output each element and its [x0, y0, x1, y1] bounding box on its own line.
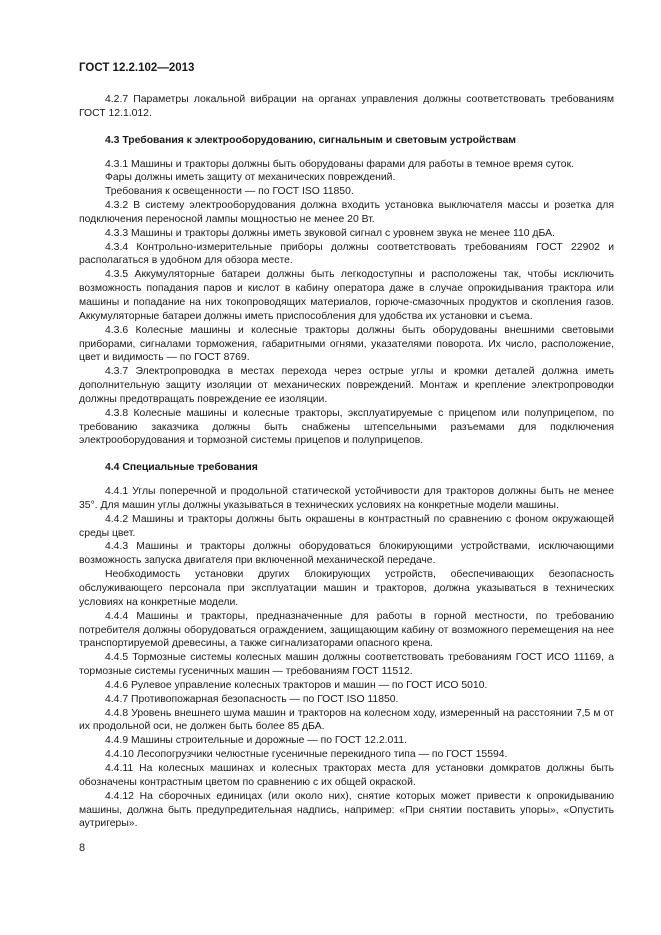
section-heading: 4.4 Специальные требования — [105, 462, 258, 474]
paragraph: 4.4.12 На сборочных единицах (или около них), снятие которых может привести к опрокидыванию машины, должна быть предупредительная надпись, например: «При снятии поставить упоры», «Опустить аутригеры». — [79, 790, 614, 830]
page-number: 8 — [79, 842, 86, 854]
paragraph: 4.4.1 Углы поперечной и продольной статической устойчивости для тракторов должны быть не менее 35°. Для машин углы должны указываться в технических условиях на конкретные модели машины. — [79, 486, 614, 511]
paragraph: 4.4.5 Тормозные системы колесных машин должны соответствовать требованиям ГОСТ ИСО 11169, а тормозные системы гусеничных машин — требованиям ГОСТ 11512. — [79, 652, 614, 678]
paragraph: Необходимость установки других блокирующих устройств, обеспечивающих безопасность обслуживающего персонала при эксплуатации машин и тракторов, должна указываться в технических условиях на конкретные модели. — [79, 569, 614, 608]
paragraph: 4.3.6 Колесные машины и колесные тракторы должны быть оборудованы внешними световыми приборами, сигналами торможения, габаритными огнями, указателями поворота. Их число, расположение, цвет и видимость — по ГОСТ 8769. — [79, 324, 614, 364]
paragraph: 4.4.9 Машины строительные и дорожные — по ГОСТ 12.2.011. — [105, 735, 407, 747]
document-body — [79, 93, 614, 831]
paragraph: 4.4.4 Машины и тракторы, предназначенные для работы в горной местности, по требованию потребителя должны оборудоваться ограждением, защищающим кабину от возможного перемещения на нее транспортируемой древесины, а также сигнализаторами опасного крена. — [79, 610, 614, 650]
paragraph: 4.2.7 Параметры локальной вибрации на органах управления должны соответствовать требованиям ГОСТ 12.1.012. — [79, 94, 614, 119]
paragraph: Фары должны иметь защиту от механических повреждений. — [105, 172, 396, 184]
paragraph: 4.4.3 Машины и тракторы должны оборудоваться блокирующими устройствами, исключающими возможность запуска двигателя при включенной механической передаче. — [79, 541, 614, 567]
paragraph: 4.4.10 Лесопогрузчики челюстные гусеничные перекидного типа — по ГОСТ 15594. — [105, 749, 508, 761]
paragraph: 4.4.8 Уровень внешнего шума машин и тракторов на колесном ходу, измеренный на расстоянии 7,5 м от их продольной оси, не должен быть более 85 дБА. — [79, 707, 614, 733]
paragraph: 4.3.2 В систему электрооборудования должна входить установка выключателя массы и розетка для подключения переносной лампы мощностью не менее 20 Вт. — [79, 200, 614, 225]
paragraph: Требования к освещенности — по ГОСТ ISO 11850. — [105, 186, 354, 198]
paragraph: 4.4.6 Рулевое управление колесных тракторов и машин — по ГОСТ ИСО 5010. — [105, 679, 488, 691]
paragraph: 4.3.4 Контрольно-измерительные приборы должны соответствовать требованиям ГОСТ 22902 и располагаться в удобном для обзора месте. — [79, 241, 614, 267]
paragraph: 4.3.3 Машины и тракторы должны иметь звуковой сигнал с уровнем звука не менее 110 дБА. — [105, 227, 555, 239]
paragraph: 4.4.2 Машины и тракторы должны быть окрашены в контрастный по сравнению с фоном окружающей среды цвет. — [79, 513, 614, 539]
section-heading: 4.3 Требования к электрооборудованию, сигнальным и световым устройствам — [105, 134, 516, 146]
paragraph: 4.3.7 Электропроводка в местах перехода через острые углы и кромки деталей должна иметь дополнительную защиту изоляции от механических повреждений. Монтаж и крепление электропроводки должны предотвращать повреждение ее изоляции. — [79, 366, 614, 405]
paragraph: 4.3.5 Аккумуляторные батареи должны быть легкодоступны и расположены так, чтобы исключить возможность попадания паров и кислот в кабину оператора даже в случае опрокидывания трактора или машины и попадание на них токопроводящих материалов, горюче-смазочных продуктов и скопления газов. Аккумуляторные батареи должны иметь приспособления для удобства их установки и съема. — [79, 269, 614, 322]
spacer — [79, 121, 614, 125]
paragraph: 4.4.11 На колесных машинах и колесных тракторах места для установки домкратов должны быть обозначены контрастным цветом по сравнению с их общей окраской. — [79, 762, 614, 788]
paragraph: 4.3.8 Колесные машины и колесные тракторы, эксплуатируемые с прицепом или полуприцепом, по требованию заказчика должны быть снабжены штепсельными разъемами для подключения электрооборудования и тормозной системы прицепов и полуприцепов. — [79, 407, 614, 447]
paragraph: 4.4.7 Противопожарная безопасность — по ГОСТ ISO 11850. — [105, 693, 399, 705]
spacer — [79, 448, 614, 452]
document-header: ГОСТ 12.2.102—2013 — [79, 62, 195, 74]
paragraph: 4.3.1 Машины и тракторы должны быть оборудованы фарами для работы в темное время суток. — [105, 158, 575, 170]
